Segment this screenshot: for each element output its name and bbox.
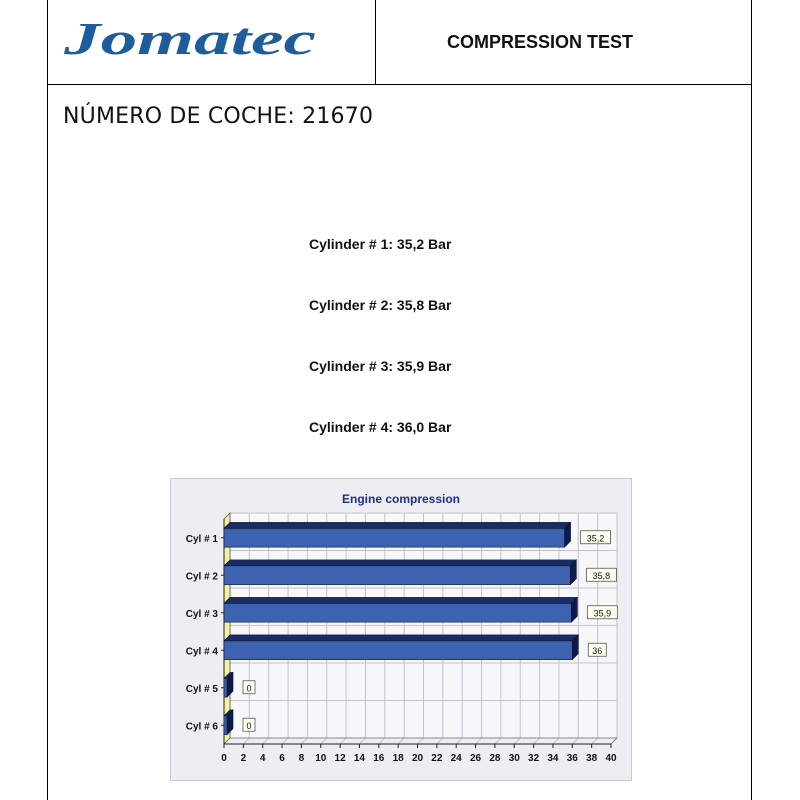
chart-x-tick-label: 40 [605, 753, 617, 764]
cylinder-reading-3: Cylinder # 3: 35,9 Bar [309, 358, 452, 374]
chart-x-tick-label: 36 [566, 753, 578, 764]
cylinder-reading-2: Cylinder # 2: 35,8 Bar [309, 297, 452, 313]
chart-x-tick-label: 2 [240, 753, 247, 764]
chart-value-label: 35,8 [592, 570, 611, 581]
chart-bar-1 [224, 522, 571, 547]
chart-x-tick-label: 38 [586, 753, 598, 764]
chart-value-label-1 [581, 531, 611, 544]
chart-x-tick-label: 28 [489, 753, 501, 764]
chart-bar-front [224, 566, 570, 585]
chart-value-label: 36 [592, 645, 603, 656]
chart-value-label: 0 [246, 683, 252, 694]
chart-bar-top [224, 522, 571, 528]
chart-value-label-4 [588, 643, 606, 656]
chart-floor-gridline [418, 738, 424, 744]
chart-floor-gridline [321, 738, 327, 744]
chart-floor-gridline [263, 738, 269, 744]
chart-x-tick-label: 26 [469, 753, 482, 764]
chart-x-tick-label: 30 [508, 753, 520, 764]
chart-floor-gridline [243, 738, 249, 744]
chart-category-label: Cyl # 2 [185, 571, 218, 583]
chart-bar-2 [224, 560, 576, 585]
chart-category-label: Cyl # 6 [185, 721, 218, 733]
chart-left-wall [224, 513, 230, 744]
chart-category-label: Cyl # 3 [185, 608, 218, 620]
document-title: COMPRESSION TEST [446, 32, 634, 52]
chart-bar-front [224, 528, 565, 547]
chart-floor-gridline [592, 738, 598, 744]
chart-bar-top [224, 560, 576, 566]
chart-value-label-6 [243, 718, 255, 731]
chart-bar-3 [224, 597, 577, 622]
jomatec-logo [62, 14, 320, 64]
chart-x-tick-label: 8 [298, 753, 305, 764]
chart-bar-front [224, 641, 572, 660]
chart-x-tick-label: 24 [450, 753, 462, 764]
chart-bar-front [224, 678, 227, 697]
chart-floor-gridline [456, 738, 462, 744]
chart-floor-gridline [282, 738, 288, 744]
chart-value-label-5 [243, 681, 255, 694]
car-number: NÚMERO DE COCHE: 21670 [63, 104, 374, 129]
chart-floor-gridline [495, 738, 501, 744]
chart-floor-gridline [340, 738, 346, 744]
cylinder-reading-1: Cylinder # 1: 35,2 Bar [309, 236, 452, 252]
chart-floor-gridline [398, 738, 404, 744]
cylinder-reading-4: Cylinder # 4: 36,0 Bar [309, 419, 452, 435]
chart-floor-gridline [553, 738, 559, 744]
chart-value-label: 35,2 [586, 533, 605, 544]
svg-text:Jomatec: Jomatec [62, 14, 317, 64]
chart-value-label: 0 [246, 720, 252, 731]
chart-x-tick-label: 16 [373, 753, 385, 764]
chart-x-tick-label: 34 [547, 753, 559, 764]
chart-category-label: Cyl # 1 [185, 533, 218, 545]
chart-bar-top [224, 635, 578, 641]
chart-x-tick-label: 10 [315, 753, 327, 764]
chart-x-tick-label: 6 [279, 753, 285, 764]
chart-x-tick-label: 12 [334, 753, 346, 764]
chart-bar-4 [224, 635, 578, 660]
chart-floor-gridline [476, 738, 482, 744]
chart-value-label-2 [586, 568, 616, 581]
chart-x-tick-label: 14 [353, 753, 366, 764]
chart-bar-front [224, 716, 227, 735]
chart-x-tick-label: 22 [431, 753, 443, 764]
chart-floor-gridline [437, 738, 443, 744]
chart-category-label: Cyl # 5 [185, 683, 218, 695]
chart-x-tick-label: 18 [392, 753, 404, 764]
chart-floor-gridline [572, 738, 578, 744]
chart-x-tick-label: 0 [221, 753, 227, 764]
chart-bar-top [224, 597, 577, 603]
chart-x-tick-label: 32 [528, 753, 540, 764]
chart-category-label: Cyl # 4 [185, 646, 218, 658]
chart-value-label-3 [587, 606, 617, 619]
chart-value-label: 35,9 [593, 608, 612, 619]
chart-title: Engine compression [341, 492, 461, 506]
chart-x-tick-label: 20 [411, 753, 424, 764]
engine-compression-chart [170, 478, 632, 781]
chart-x-ticks [221, 744, 617, 764]
chart-floor-gridline [301, 738, 307, 744]
chart-floor-gridline [534, 738, 540, 744]
chart-canvas [171, 479, 631, 780]
chart-floor-gridline [514, 738, 520, 744]
chart-floor-gridline [359, 738, 365, 744]
chart-x-tick-label: 4 [259, 753, 266, 764]
chart-bar-front [224, 603, 571, 622]
chart-floor-gridline [379, 738, 385, 744]
